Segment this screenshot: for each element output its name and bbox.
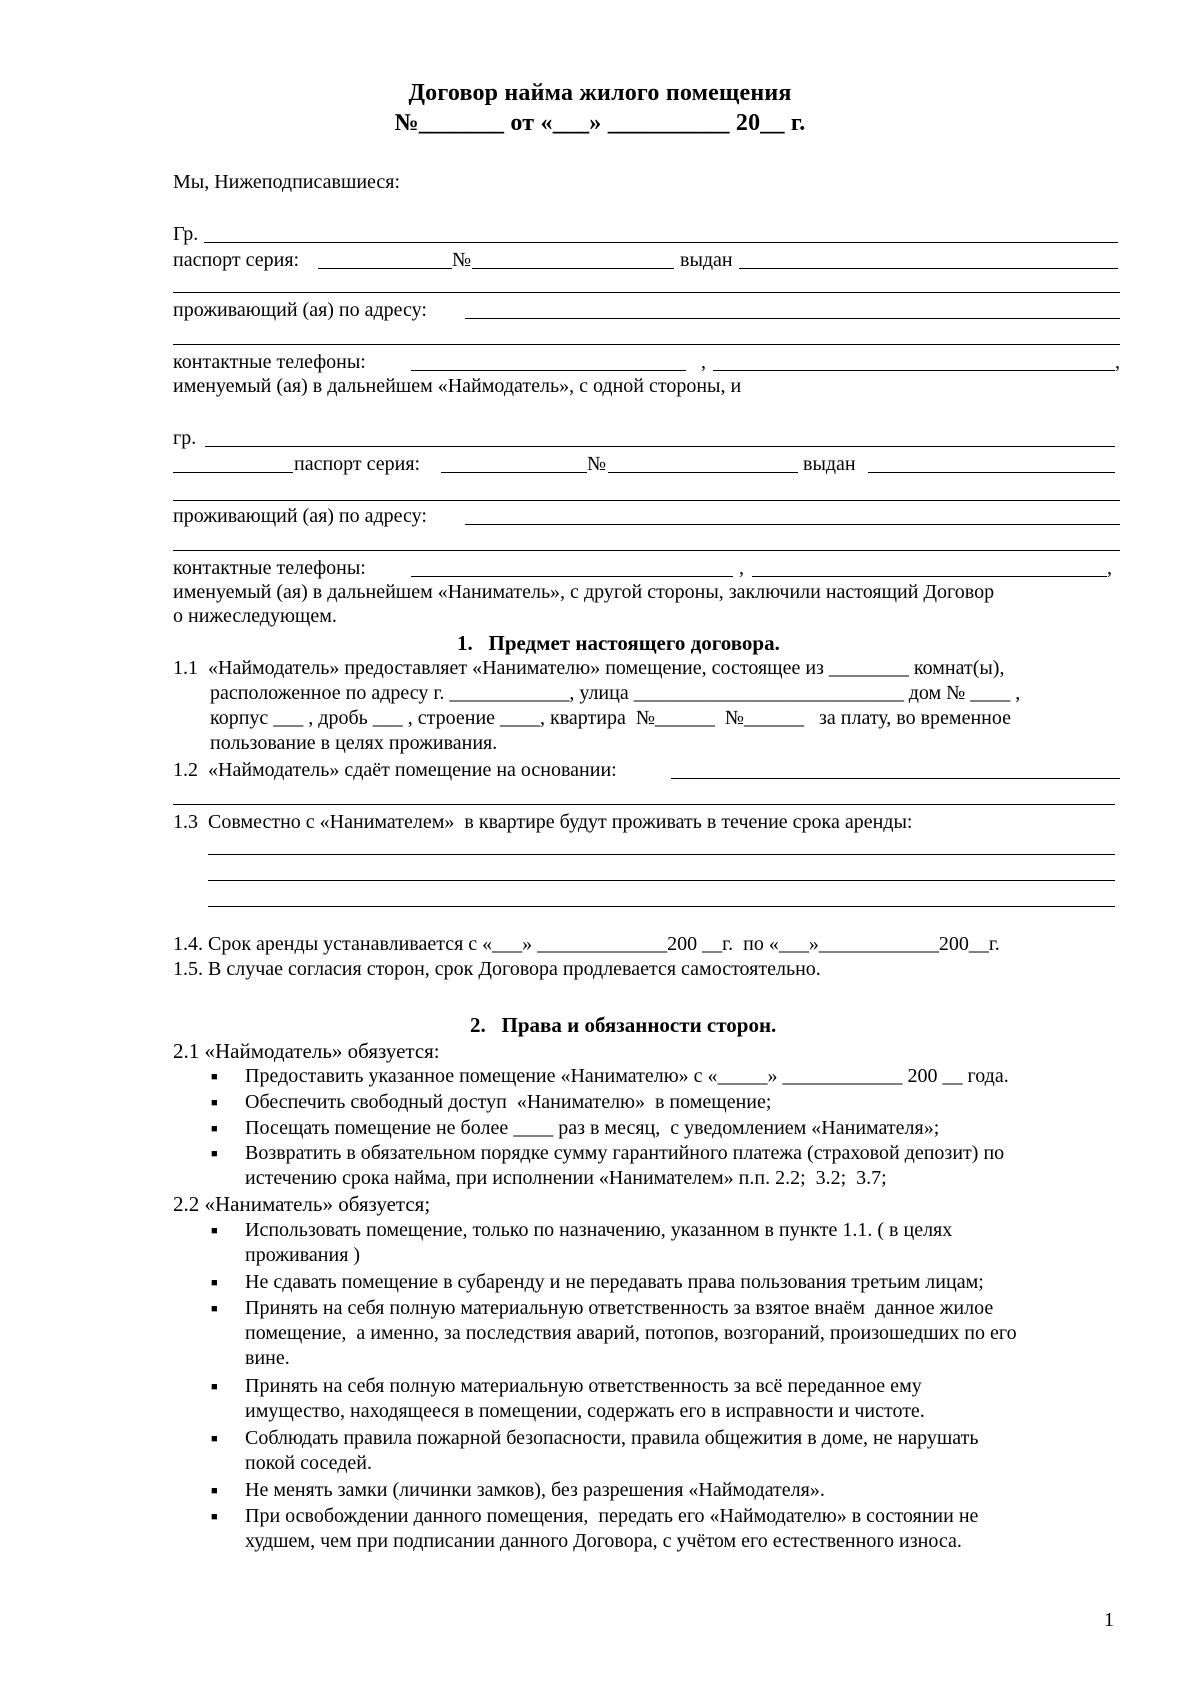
party1-phone1-field[interactable] [411, 370, 686, 371]
clause-1-1-line4: пользование в целях проживания. [210, 732, 498, 754]
party2-passport-series-field[interactable] [441, 472, 587, 473]
party2-address-field[interactable] [465, 524, 1120, 525]
landlord-obligation-1: Предоставить указанное помещение «Нанимателю» с «_____» ____________ 200 __ года. [245, 1065, 1009, 1087]
party2-name-label: гр. [173, 427, 197, 449]
clause-1-1: 1.1 «Наймодатель» предоставляет «Нанимателю» помещение, состоящее из ________ комнат(ы), [173, 657, 1005, 679]
clause-1-1-line2: расположенное по адресу г. ____________, улица ___________________________ дом № ____ , [210, 682, 1021, 704]
clause-1-4: 1.4. Срок аренды устанавливается с «___» _____________200 __г. по «___»____________200__г. [173, 933, 1000, 955]
document-title: Договор найма жилого помещения [408, 80, 792, 106]
landlord-obligation-3: Посещать помещение не более ____ раз в месяц, с уведомлением «Нанимателя»; [245, 1117, 940, 1139]
party1-issued-field-continued[interactable] [173, 292, 1120, 293]
party2-role-text: именуемый (ая) в дальнейшем «Наниматель», с другой стороны, заключили настоящий Договор [173, 581, 995, 603]
tenant-obligation-1: Использовать помещение, только по назначению, указанном в пункте 1.1. ( в целях [245, 1219, 953, 1241]
party1-name-field[interactable] [204, 242, 1118, 243]
party1-address-label: проживающий (ая) по адресу: [173, 299, 432, 321]
section2-heading: 2. Права и обязанности сторон. [470, 1013, 777, 1037]
clause-1-5: 1.5. В случае согласия сторон, срок Договора продлевается самостоятельно. [173, 958, 821, 980]
bullet-icon: ■ [211, 1511, 218, 1523]
clause-2-1: 2.1 «Наймодатель» обязуется: [173, 1039, 440, 1063]
party1-name-label: Гр. [173, 223, 199, 245]
bullet-icon: ■ [211, 1485, 218, 1497]
bullet-icon: ■ [211, 1225, 218, 1237]
party2-phones-label: контактные телефоны: [173, 557, 371, 579]
bullet-icon: ■ [211, 1123, 218, 1135]
landlord-obligation-4: Возвратить в обязательном порядке сумму гарантийного платежа (страховой депозит) по [245, 1142, 1005, 1164]
party1-issued-label: выдан [680, 249, 733, 271]
party1-passport-label: паспорт серия: [173, 249, 305, 271]
tenant-obligation-5: Соблюдать правила пожарной безопасности, правила общежития в доме, не нарушать [245, 1427, 979, 1449]
co-residents-field-3[interactable] [208, 906, 1115, 907]
tenant-obligation-4-line2: имущество, находящееся в помещении, содержать его в исправности и чистоте. [245, 1400, 925, 1422]
clause-2-2: 2.2 «Наниматель» обязуется; [173, 1192, 431, 1216]
party1-phone2-field[interactable] [713, 370, 1115, 371]
landlord-obligation-4-line2: истечению срока найма, при исполнении «Нанимателем» п.п. 2.2; 3.2; 3.7; [245, 1167, 887, 1189]
clause-1-2-basis-field-continued[interactable] [173, 804, 1115, 805]
tenant-obligation-4: Принять на себя полную материальную ответственность за всё переданное ему [245, 1375, 922, 1397]
tenant-obligation-3-line3: вине. [245, 1347, 290, 1369]
party1-passport-number-label: № [452, 249, 472, 271]
party2-name-field-continued[interactable] [173, 472, 293, 473]
party2-role-text-continued: о нижеследующем. [173, 605, 337, 627]
tenant-obligation-3-line2: помещение, а именно, за последствия аварий, потопов, возгораний, произошедших по его [245, 1322, 1017, 1344]
tenant-obligation-7-line2: худшем, чем при подписании данного Договора, с учётом его естественного износа. [245, 1530, 962, 1552]
page-number: 1 [1104, 1609, 1114, 1631]
bullet-icon: ■ [211, 1277, 218, 1289]
bullet-icon: ■ [211, 1097, 218, 1109]
party2-phone1-field[interactable] [411, 576, 733, 577]
clause-1-1-line3: корпус ___ , дробь ___ , строение ____, квартира №______ №______ за плату, во временное [210, 707, 1011, 729]
tenant-obligation-1-line2: проживания ) [245, 1244, 361, 1266]
party2-name-field[interactable] [205, 446, 1115, 447]
party2-passport-number-label: № [587, 453, 607, 475]
tenant-obligation-3: Принять на себя полную материальную ответственность за взятое внаём данное жилое [245, 1297, 994, 1319]
party2-address-field-continued[interactable] [173, 550, 1120, 551]
tenant-obligation-5-line2: покой соседей. [245, 1452, 372, 1474]
party1-address-field-continued[interactable] [173, 344, 1120, 345]
clause-1-2-basis-field[interactable] [671, 778, 1120, 779]
party1-phones-label: контактные телефоны: [173, 351, 371, 373]
party2-phone2-field[interactable] [752, 576, 1107, 577]
tenant-obligation-2: Не сдавать помещение в субаренду и не передавать права пользования третьим лицам; [245, 1271, 984, 1293]
section1-heading: 1. Предмет настоящего договора. [457, 631, 780, 655]
party2-passport-label: паспорт серия: [294, 453, 426, 475]
party1-address-field[interactable] [465, 318, 1120, 319]
party2-address-label: проживающий (ая) по адресу: [173, 505, 432, 527]
clause-1-3: 1.3 Совместно с «Нанимателем» в квартире будут проживать в течение срока аренды: [173, 811, 913, 833]
party1-role-text: именуемый (ая) в дальнейшем «Наймодатель», с одной стороны, и [173, 375, 742, 397]
bullet-icon: ■ [211, 1148, 218, 1160]
party2-phones-end-comma: , [1107, 557, 1112, 579]
party2-issued-label: выдан [803, 453, 856, 475]
intro-text: Мы, Нижеподписавшиеся: [173, 171, 401, 193]
landlord-obligation-2: Обеспечить свободный доступ «Нанимателю» в помещение; [245, 1091, 772, 1113]
party1-passport-number-field[interactable] [472, 268, 674, 269]
party2-issued-field[interactable] [868, 472, 1115, 473]
co-residents-field-1[interactable] [208, 854, 1115, 855]
bullet-icon: ■ [211, 1433, 218, 1445]
party1-phones-end-comma: , [1115, 351, 1120, 373]
co-residents-field-2[interactable] [208, 880, 1115, 881]
party2-issued-field-continued[interactable] [173, 500, 1120, 501]
party1-phones-separator: , [701, 351, 706, 373]
clause-1-2: 1.2 «Наймодатель» сдаёт помещение на основании: [173, 759, 622, 781]
party2-passport-number-field[interactable] [608, 472, 798, 473]
bullet-icon: ■ [211, 1071, 218, 1083]
tenant-obligation-6: Не менять замки (личинки замков), без разрешения «Наймодателя». [245, 1479, 825, 1501]
party2-phones-separator: , [739, 557, 744, 579]
bullet-icon: ■ [211, 1381, 218, 1393]
tenant-obligation-7: При освобождении данного помещения, передать его «Наймодателю» в состоянии не [245, 1505, 979, 1527]
party1-passport-series-field[interactable] [318, 268, 452, 269]
party1-issued-field[interactable] [739, 268, 1118, 269]
document-number-line: №_______ от «___» __________ 20__ г. [394, 110, 806, 136]
bullet-icon: ■ [211, 1303, 218, 1315]
